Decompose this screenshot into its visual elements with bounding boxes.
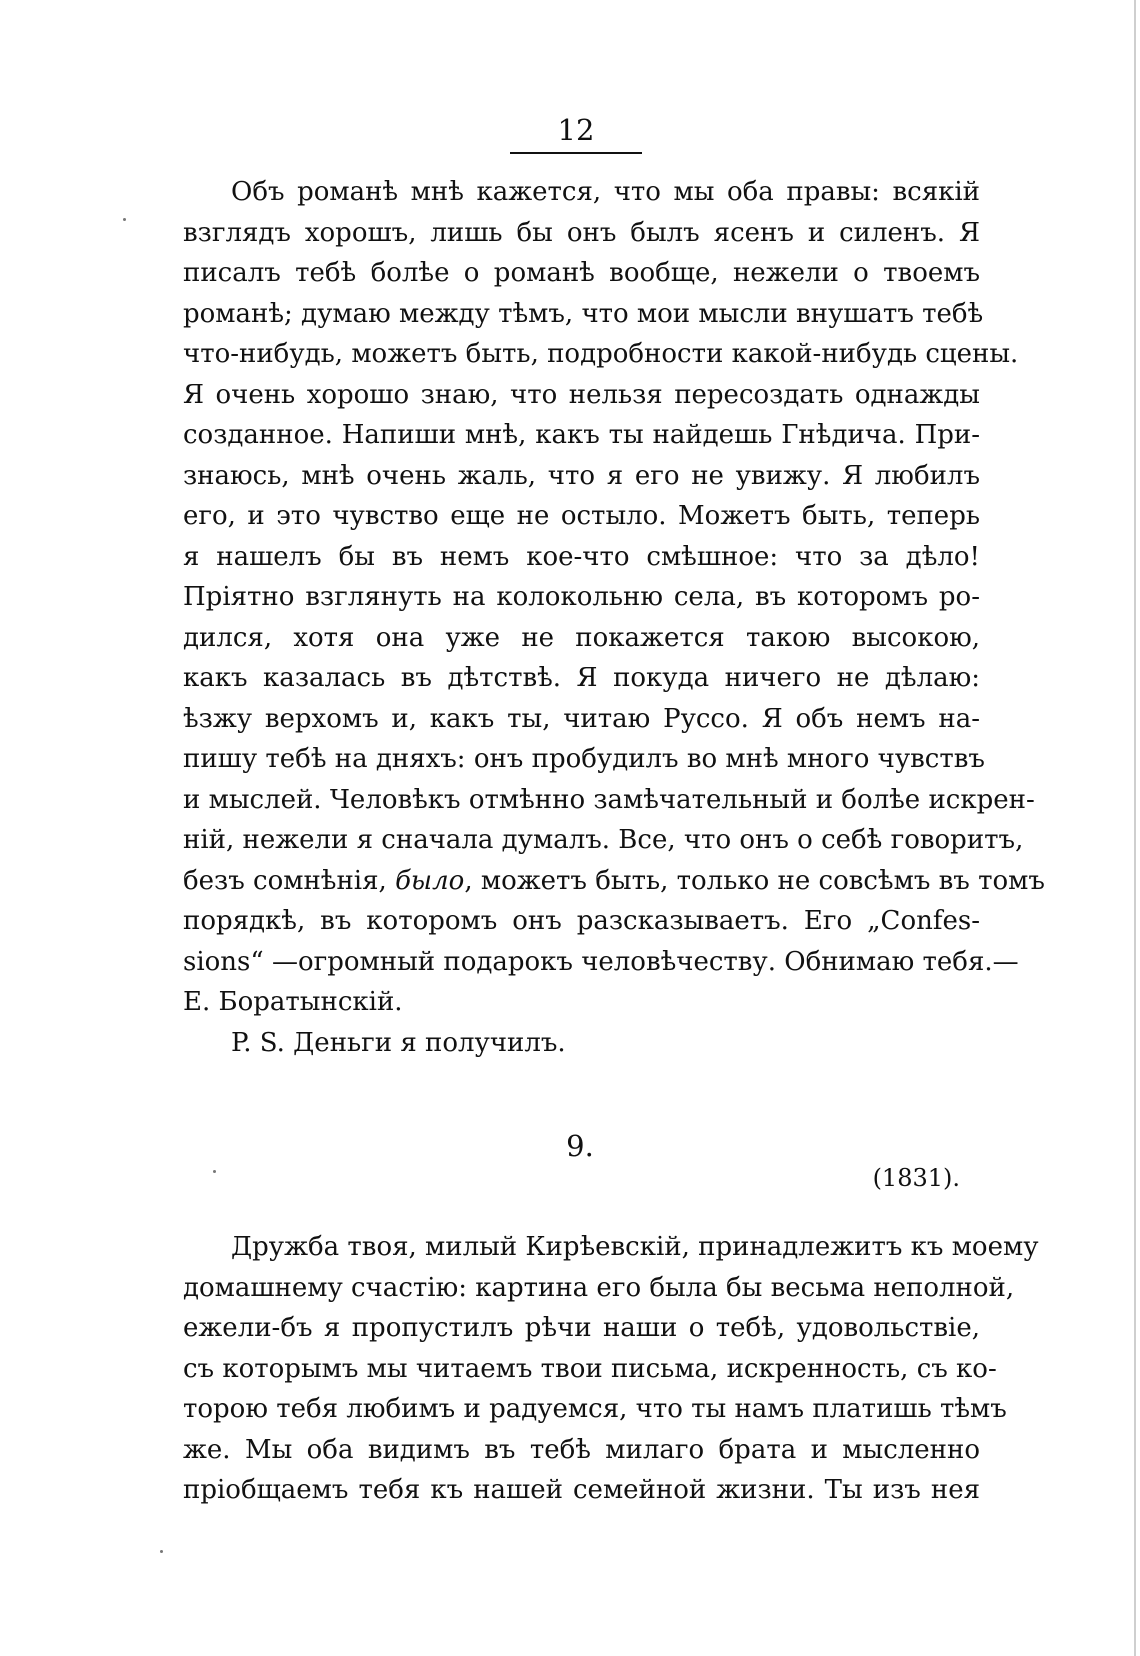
text-line: я нашелъ бы въ немъ кое-что смѣшное: что за дѣло! xyxy=(183,541,980,572)
text-line: знаюсь, мнѣ очень жаль, что я его не увижу. Я любилъ xyxy=(183,460,980,491)
signature: Е. Боратынскій. xyxy=(183,987,403,1017)
letter-number: 9. xyxy=(566,1129,594,1163)
text-line: пишу тебѣ на дняхъ: онъ пробудилъ во мнѣ много чувствъ xyxy=(183,744,985,774)
text-line: романѣ; думаю между тѣмъ, что мои мысли внушатъ тебѣ xyxy=(183,298,984,329)
text-line: ній, нежели я сначала думалъ. Все, что онъ о себѣ говоритъ, xyxy=(183,825,1024,855)
text-line: Я очень хорошо знаю, что нельзя пересоздать однажды xyxy=(183,379,980,410)
text-line: какъ казалась въ дѣтствѣ. Я покуда ничего не дѣлаю: xyxy=(183,663,980,693)
letter-date: (1831). xyxy=(872,1164,960,1192)
print-speck xyxy=(213,1170,216,1173)
text-line: писалъ тебѣ болѣе о романѣ вообще, нежели о твоемъ xyxy=(183,258,980,288)
text-segment: , можетъ быть, только не совсѣмъ въ томъ xyxy=(464,865,1045,896)
text-line: пріобщаемъ тебя къ нашей семейной жизни. Ты изъ нея xyxy=(183,1475,980,1505)
text-line: его, и это чувство еще не остыло. Можетъ быть, теперь xyxy=(183,501,980,531)
text-line: Пріятно взглянуть на колокольню села, въ которомъ ро- xyxy=(183,582,980,612)
text-line: Дружба твоя, милый Кирѣевскій, принадлежитъ къ моему xyxy=(231,1232,1039,1262)
text-line: же. Мы оба видимъ въ тебѣ милаго брата и мысленно xyxy=(183,1434,980,1465)
print-speck xyxy=(160,1550,163,1553)
text-line: ѣзжу верхомъ и, какъ ты, читаю Руссо. Я объ немъ на- xyxy=(183,703,980,734)
text-line: созданное. Напиши мнѣ, какъ ты найдешь Гнѣдича. При- xyxy=(183,420,980,450)
page-number: 12 xyxy=(510,112,642,154)
text-line: съ которымъ мы читаемъ твои письма, искренность, съ ко- xyxy=(183,1353,997,1384)
text-line: и мыслей. Человѣкъ отмѣнно замѣчательный и болѣе искрен- xyxy=(183,784,1035,815)
text-line: sions“ —огромный подарокъ человѣчеству. Обнимаю тебя.— xyxy=(183,946,1019,977)
text-line-with-italic xyxy=(183,861,1045,902)
postscript: P. S. Деньги я получилъ. xyxy=(231,1027,566,1058)
letter-9-body xyxy=(183,1227,1039,1511)
text-segment: безъ сомнѣнія, xyxy=(183,865,396,896)
text-line: торою тебя любимъ и радуемся, что ты намъ платишь тѣмъ xyxy=(183,1394,1007,1424)
italic-word: было xyxy=(395,865,465,896)
letter-8-ending xyxy=(183,172,1045,1063)
page-edge-line xyxy=(1134,0,1136,1656)
text-line: взглядъ хорошъ, лишь бы онъ былъ ясенъ и силенъ. Я xyxy=(183,217,980,248)
text-line: ежели-бъ я пропустилъ рѣчи наши о тебѣ, удовольствіе, xyxy=(183,1313,980,1343)
text-line: Объ романѣ мнѣ кажется, что мы оба правы: всякій xyxy=(231,177,980,207)
text-line: домашнему счастію: картина его была бы весьма неполной, xyxy=(183,1272,1015,1303)
text-line: порядкѣ, въ которомъ онъ разсказываетъ. Его „Confes- xyxy=(183,906,980,936)
print-speck xyxy=(123,218,126,221)
text-line: дился, хотя она уже не покажется такою высокою, xyxy=(183,622,980,653)
text-line: что-нибудь, можетъ быть, подробности какой-нибудь сцены. xyxy=(183,339,1019,369)
